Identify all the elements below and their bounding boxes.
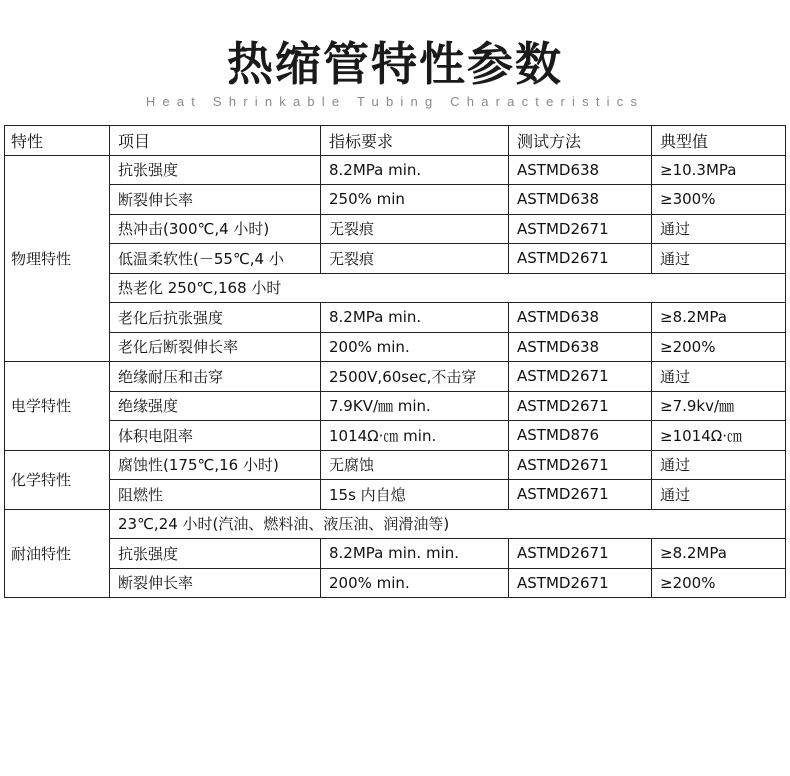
typical-value-cell: 通过 [652, 480, 786, 510]
test-method-cell: ASTMD2671 [509, 480, 652, 510]
table-row [5, 332, 786, 362]
test-method-cell: ASTMD2671 [509, 391, 652, 421]
page-title: 热缩管特性参数 [227, 37, 563, 91]
condition-cell: 热老化 250℃,168 小时 [110, 273, 786, 303]
test-method-cell: ASTMD2671 [509, 214, 652, 244]
item-cell: 断裂伸长率 [110, 568, 321, 598]
table-header-row [5, 126, 786, 156]
table-row [5, 480, 786, 510]
page-subtitle: Heat Shrinkable Tubing Characteristics [145, 94, 645, 109]
category-cell: 化学特性 [5, 450, 110, 509]
requirement-cell: 15s 内自熄 [321, 480, 509, 510]
test-method-cell: ASTMD638 [509, 303, 652, 333]
header-characteristic: 特性 [5, 126, 110, 156]
typical-value-cell: ≥200% [652, 332, 786, 362]
table-row [5, 362, 786, 392]
item-cell: 阻燃性 [110, 480, 321, 510]
typical-value-cell: 通过 [652, 450, 786, 480]
typical-value-cell: ≥1014Ω·㎝ [652, 421, 786, 451]
table-row [5, 568, 786, 598]
category-cell: 物理特性 [5, 155, 110, 362]
item-cell: 绝缘耐压和击穿 [110, 362, 321, 392]
test-method-cell: ASTMD2671 [509, 244, 652, 274]
item-cell: 抗张强度 [110, 155, 321, 185]
table-row [5, 273, 786, 303]
requirement-cell: 无裂痕 [321, 244, 509, 274]
table-row [5, 421, 786, 451]
requirement-cell: 1014Ω·㎝ min. [321, 421, 509, 451]
header-item: 项目 [110, 126, 321, 156]
header-test-method: 测试方法 [509, 126, 652, 156]
requirement-cell: 8.2MPa min. min. [321, 539, 509, 569]
typical-value-cell: 通过 [652, 244, 786, 274]
item-cell: 低温柔软性(－55℃,4 小 [110, 244, 321, 274]
item-cell: 老化后断裂伸长率 [110, 332, 321, 362]
table-row [5, 539, 786, 569]
item-cell: 腐蚀性(175℃,16 小时) [110, 450, 321, 480]
item-cell: 抗张强度 [110, 539, 321, 569]
item-cell: 老化后抗张强度 [110, 303, 321, 333]
requirement-cell: 无裂痕 [321, 214, 509, 244]
category-cell: 耐油特性 [5, 509, 110, 598]
test-method-cell: ASTMD2671 [509, 450, 652, 480]
item-cell: 断裂伸长率 [110, 185, 321, 215]
requirement-cell: 250% min [321, 185, 509, 215]
typical-value-cell: ≥10.3MPa [652, 155, 786, 185]
table-row [5, 391, 786, 421]
requirement-cell: 200% min. [321, 332, 509, 362]
typical-value-cell: ≥200% [652, 568, 786, 598]
table-row [5, 214, 786, 244]
typical-value-cell: ≥7.9kv/㎜ [652, 391, 786, 421]
requirement-cell: 2500V,60sec,不击穿 [321, 362, 509, 392]
test-method-cell: ASTMD2671 [509, 568, 652, 598]
table-row [5, 303, 786, 333]
requirement-cell: 8.2MPa min. [321, 303, 509, 333]
typical-value-cell: 通过 [652, 214, 786, 244]
table-row [5, 244, 786, 274]
test-method-cell: ASTMD638 [509, 155, 652, 185]
test-method-cell: ASTMD2671 [509, 362, 652, 392]
table-row [5, 509, 786, 539]
requirement-cell: 200% min. [321, 568, 509, 598]
test-method-cell: ASTMD638 [509, 332, 652, 362]
table-row [5, 450, 786, 480]
typical-value-cell: ≥8.2MPa [652, 303, 786, 333]
requirement-cell: 7.9KV/㎜ min. [321, 391, 509, 421]
category-cell: 电学特性 [5, 362, 110, 451]
test-method-cell: ASTMD638 [509, 185, 652, 215]
test-method-cell: ASTMD876 [509, 421, 652, 451]
requirement-cell: 无腐蚀 [321, 450, 509, 480]
typical-value-cell: 通过 [652, 362, 786, 392]
requirement-cell: 8.2MPa min. [321, 155, 509, 185]
header-typical-value: 典型值 [652, 126, 786, 156]
table-row [5, 185, 786, 215]
test-method-cell: ASTMD2671 [509, 539, 652, 569]
condition-cell: 23℃,24 小时(汽油、燃料油、液压油、润滑油等) [110, 509, 786, 539]
table-row [5, 155, 786, 185]
item-cell: 绝缘强度 [110, 391, 321, 421]
item-cell: 体积电阻率 [110, 421, 321, 451]
typical-value-cell: ≥300% [652, 185, 786, 215]
item-cell: 热冲击(300℃,4 小时) [110, 214, 321, 244]
characteristics-table [4, 125, 786, 598]
header-requirement: 指标要求 [321, 126, 509, 156]
typical-value-cell: ≥8.2MPa [652, 539, 786, 569]
